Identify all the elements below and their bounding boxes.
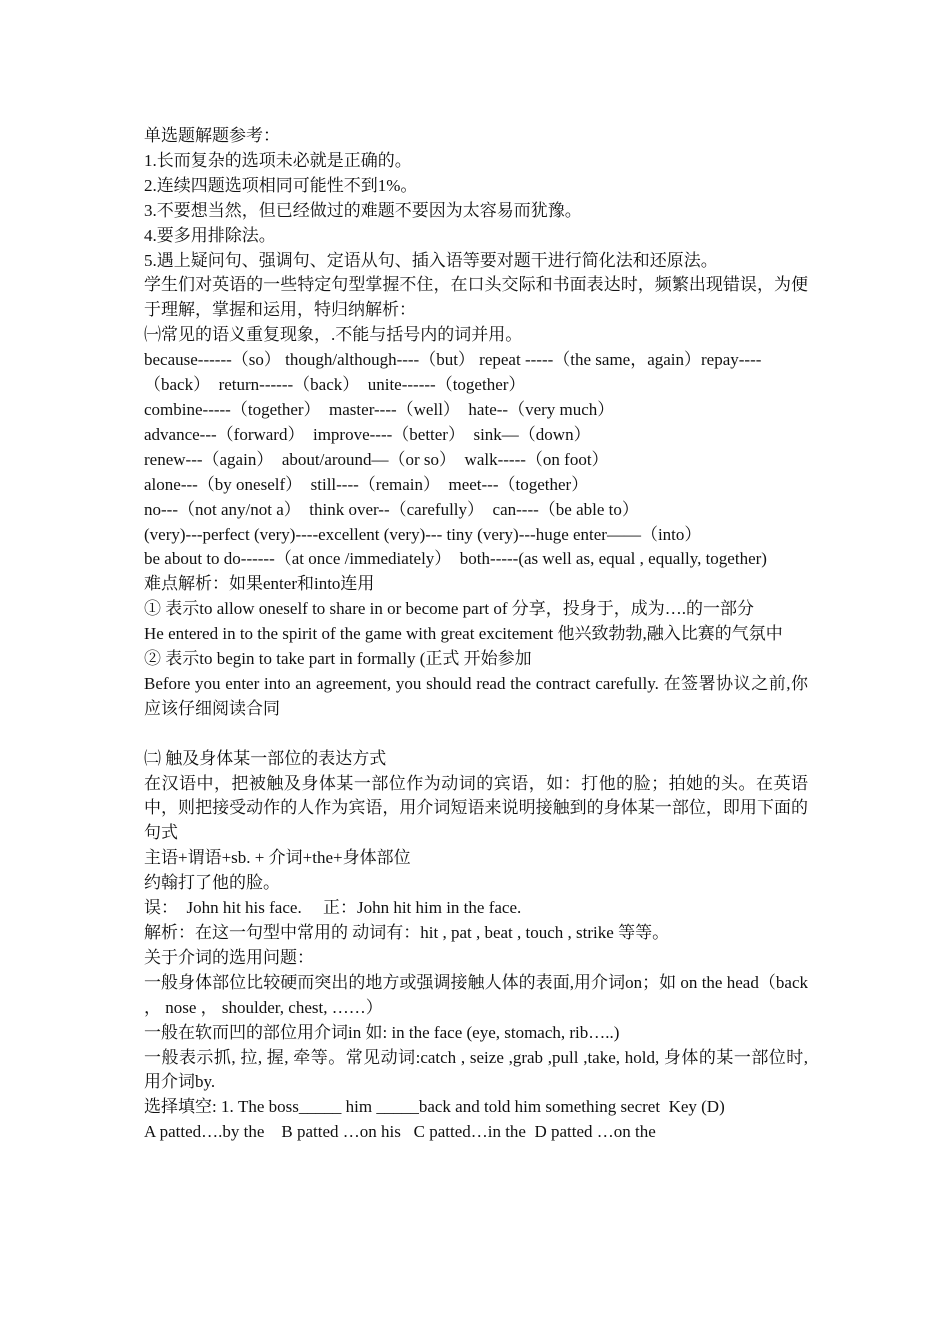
intro-paragraph: 学生们对英语的一些特定句型掌握不住，在口头交际和书面表达时，频繁出现错误，为便于理解，掌握和运用，特归纳解析：: [144, 275, 808, 320]
word-pairs-1: because------（so） though/although----（but） repeat -----（the same，again）repay----（back） return------（back） unite------（together）: [144, 350, 762, 395]
preposition-in: 一般在软而凹的部位用介词in 如: in the face (eye, stomach, rib…..): [144, 1022, 620, 1042]
example-2: Before you enter into an agreement, you should read the contract carefully. 在签署协议之前,你应该仔细阅读合同: [144, 673, 808, 718]
word-pairs-2: combine-----（together） master----（well） hate--（very much）: [144, 399, 615, 419]
tip-2: 2.连续四题选项相同可能性不到1%。: [144, 175, 418, 195]
tip-1: 1.长而复杂的选项未必就是正确的。: [144, 150, 412, 170]
preposition-on: 一般身体部位比较硬而突出的地方或强调接触人体的表面,用介词on；如 on the head（back ， nose ， shoulder, chest, ……）: [144, 972, 813, 1017]
word-pairs-7: (very)---perfect (very)----excellent (very)--- tiny (very)---huge enter——（into）: [144, 524, 702, 544]
exercise-question: 选择填空: 1. The boss_____ him _____back and told him something secret Key (D): [144, 1097, 725, 1117]
tip-3: 3.不要想当然，但已经做过的难题不要因为太容易而犹豫。: [144, 200, 582, 220]
word-pairs-4: renew---（again） about/around—（or so） walk-----（on foot）: [144, 449, 609, 469]
tip-4: 4.要多用排除法。: [144, 225, 276, 245]
wrong-right-example: 误： John hit his face. 正：John hit him in the face.: [144, 898, 522, 918]
subsection-heading-2: ㈡ 触及身体某一部位的表达方式: [144, 748, 387, 768]
analysis-line: 解析：在这一句型中常用的 动词有：hit , pat , beat , touch , strike 等等。: [144, 922, 670, 942]
exercise-options: A patted….by the B patted …on his C patted…in the D patted …on the: [144, 1122, 656, 1142]
tip-5: 5.遇上疑问句、强调句、定语从句、插入语等要对题干进行简化法和还原法。: [144, 250, 718, 270]
blank-line: [144, 722, 808, 747]
meaning-2: ② 表示to begin to take part in formally (正式 开始参加: [144, 649, 532, 669]
difficulty-heading: 难点解析：如果enter和into连用: [144, 574, 375, 594]
sentence-pattern: 主语+谓语+sb. + 介词+the+身体部位: [144, 848, 411, 868]
subsection-heading-1: ㈠常见的语义重复现象，.不能与括号内的词并用。: [144, 325, 523, 345]
word-pairs-6: no---（not any/not a） think over--（carefully） can----（be able to）: [144, 499, 639, 519]
document-body: [144, 124, 813, 1145]
meaning-1: ① 表示to allow oneself to share in or become part of 分享，投身于，成为….的一部分: [144, 599, 755, 619]
word-pairs-8: be about to do------（at once /immediately） both-----(as well as, equal , equally, together): [144, 549, 767, 569]
preposition-by: 一般表示抓, 拉, 握, 牵等。常见动词:catch , seize ,grab ,pull ,take, hold, 身体的某一部位时,用介词by.: [144, 1047, 808, 1092]
word-pairs-3: advance---（forward） improve----（better） sink—（down）: [144, 424, 591, 444]
explanation-paragraph: 在汉语中，把被触及身体某一部位作为动词的宾语，如：打他的脸；拍她的头。在英语中，则把接受动作的人作为宾语，用介词短语来说明接触到的身体某一部位，即用下面的句式: [144, 773, 808, 843]
word-pairs-5: alone---（by oneself） still----（remain） meet---（together）: [144, 474, 589, 494]
chinese-example: 约翰打了他的脸。: [144, 873, 280, 893]
preposition-heading: 关于介词的选用问题：: [144, 947, 314, 967]
example-1: He entered in to the spirit of the game with great excitement 他兴致勃勃,融入比赛的气氛中: [144, 624, 783, 644]
section-heading: 单选题解题参考：: [144, 126, 280, 145]
